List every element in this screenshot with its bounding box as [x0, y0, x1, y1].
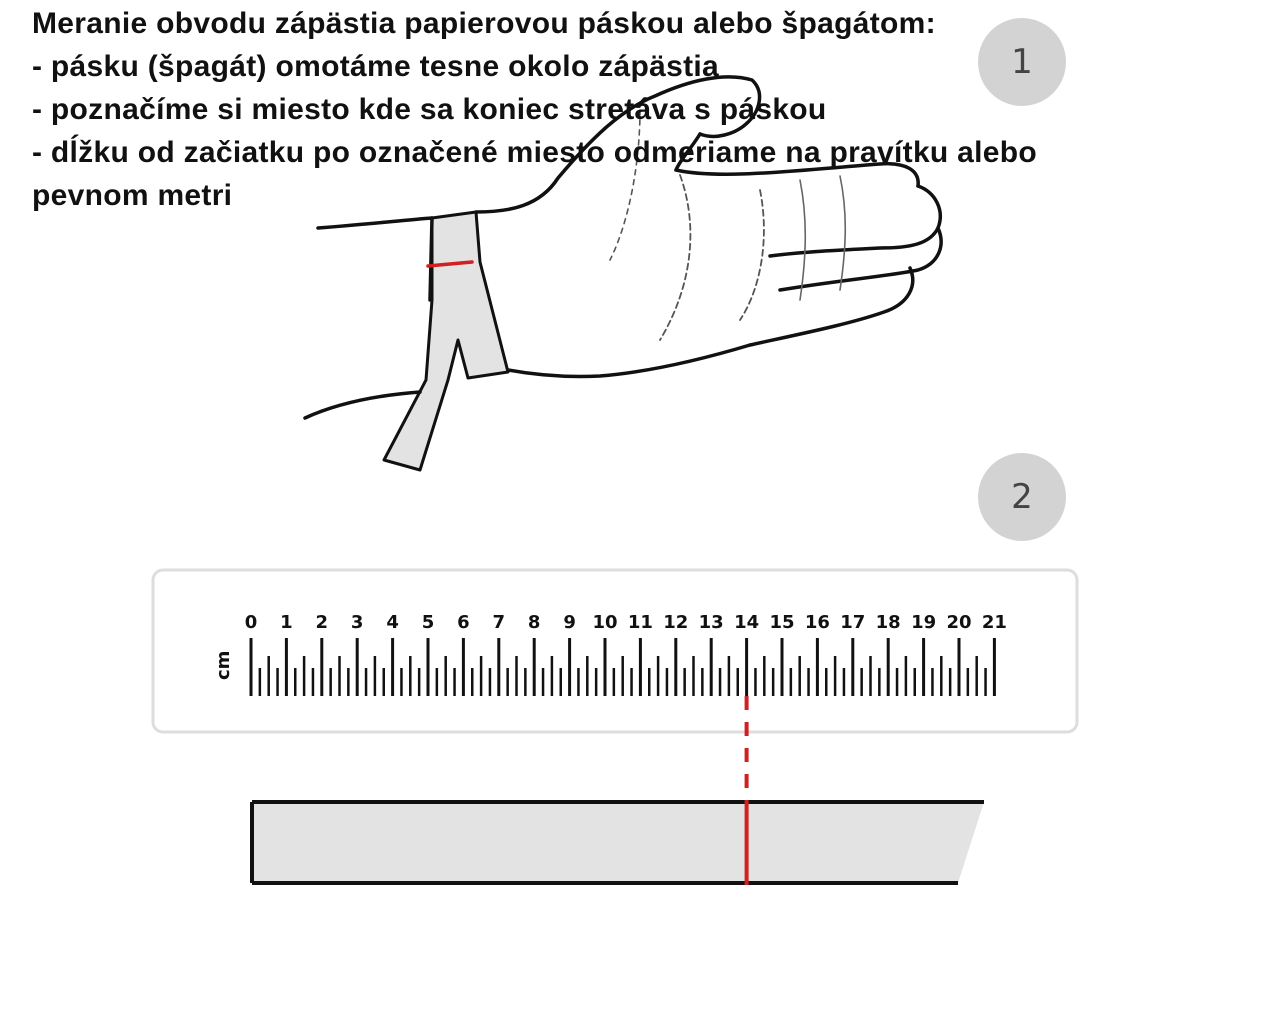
ruler-tick-label: 13	[698, 612, 724, 633]
ruler-tick-label: 0	[244, 612, 258, 633]
ruler-tick-label: 9	[563, 612, 576, 633]
ruler-tick-label: 11	[627, 612, 653, 633]
instruction-step-measure-cont: pevnom metri	[32, 179, 233, 212]
ruler-tick-label: 1	[280, 612, 293, 633]
ruler-tick-label: 18	[875, 612, 901, 633]
ruler-tick-label: 16	[804, 612, 830, 633]
instructions-text	[32, 2, 1037, 217]
ruler-tick-label: 6	[457, 612, 470, 633]
paper-tape-strip	[252, 802, 984, 883]
ruler-body	[153, 570, 1077, 732]
instructions-title: Meranie obvodu zápästia papierovou páskou alebo špagátom:	[32, 7, 936, 40]
tape-icon	[252, 800, 984, 885]
ruler-tick-label: 12	[663, 612, 689, 633]
ruler-tick-label: 5	[421, 612, 435, 633]
ruler-tick-label: 2	[315, 612, 329, 633]
instruction-step-mark: - poznačíme si miesto kde sa koniec stretáva s páskou	[32, 93, 827, 126]
ruler-tick-label: 15	[769, 612, 795, 633]
ruler-tick-label: 4	[386, 612, 399, 633]
wrist-tape-band	[384, 212, 508, 470]
ruler-tick-label: 20	[946, 612, 972, 633]
ruler-tick-label: 3	[350, 612, 364, 633]
step-number-2: 2	[1011, 477, 1033, 517]
ruler-tick-label: 19	[911, 612, 937, 633]
ruler-tick-label: 7	[492, 612, 506, 633]
ruler-unit-label: cm	[213, 650, 234, 680]
step-number-1: 1	[1011, 42, 1033, 82]
ruler-tick-label: 14	[734, 612, 760, 633]
ruler-icon	[153, 570, 1077, 732]
ruler-tick-label: 21	[981, 612, 1007, 633]
ruler-tick-label: 17	[840, 612, 866, 633]
ruler-tick-label: 10	[592, 612, 618, 633]
instruction-step-measure: - dĺžku od začiatku po označené miesto odmeriame na pravítku alebo	[32, 136, 1038, 169]
ruler-tick-label: 8	[527, 612, 541, 633]
instruction-step-wrap: - pásku (špagát) omotáme tesne okolo zápästia	[32, 50, 719, 83]
